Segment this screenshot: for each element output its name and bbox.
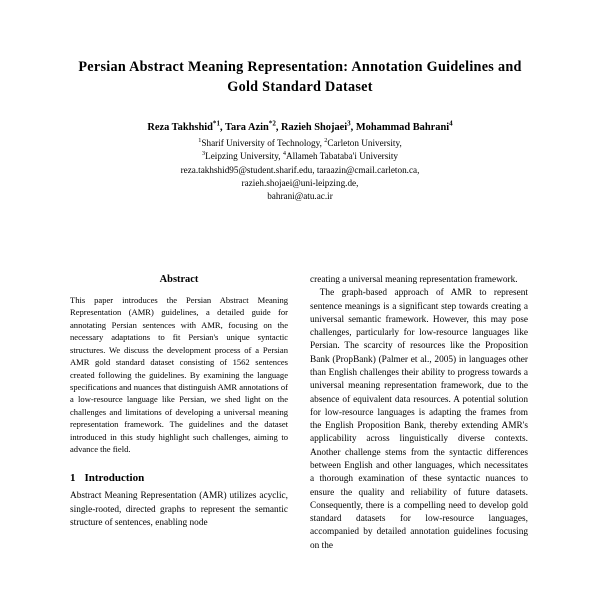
affiliation-index-3: 4 [282, 149, 286, 157]
section-title: Introduction [84, 472, 145, 485]
affiliation-name-1: Carleton University [327, 137, 400, 148]
author-name-2: Razieh Shojaei [281, 122, 348, 134]
introduction-paragraph-1: Abstract Meaning Representation (AMR) utilizes acyclic, single-rooted, directed graphs to represent the semantic structure of sentences, enabling node [70, 491, 288, 529]
right-column-paragraph-1: The graph-based approach of AMR to represent sentence meanings is a significant step towards creating a universal semantic framework. However, this may pose challenges, particularly for low-resource languages like Persian. The scarcity of resources like the Proposition Bank (PropBank) (Palmer et al., 2005) in languages other than English challenges their ability to progress towards a universal meaning representation framework, due to the absence of equivalent data resources. A potential solution for low-resource languages is adapting the frames from the English Proposition Bank, thereby extending AMR's applicability across linguistically diverse contexts. Another challenge stems from the syntactic differences between English and other languages, which necessitates a thorough examination of these syntactic nuances to ensure the quality and reliability of future datasets. Consequently, there is a compelling need to develop gold standard datasets for low-resource languages, accompanied by detailed annotation guidelines focusing on the [310, 288, 528, 551]
section-number: 1 [70, 472, 76, 485]
paper-header [0, 0, 600, 203]
email-line-3[interactable]: bahrani@atu.ac.ir [267, 191, 333, 202]
left-column [70, 274, 288, 553]
author-marks-1: *2 [268, 119, 276, 128]
author-marks-0: *1 [212, 119, 220, 128]
author-marks-3: 4 [449, 119, 453, 128]
author-sep-2: , [350, 122, 356, 134]
abstract-heading: Abstract [159, 274, 199, 285]
author-list [70, 120, 530, 136]
affiliation-name-3: Allameh Tabataba'i University [285, 150, 399, 161]
right-column [310, 274, 528, 553]
introduction-body [70, 490, 288, 530]
affiliation-index-2: 3 [201, 149, 206, 157]
two-column-body [0, 274, 600, 553]
affiliation-sep-1: , [399, 137, 402, 148]
author-sep-1: , [275, 122, 282, 134]
email-line-1[interactable]: reza.takhshid95@student.sharif.edu, taraazin@cmail.carleton.ca, [180, 165, 420, 176]
affiliation-index-0: 1 [198, 136, 202, 144]
affiliation-line-1 [70, 137, 530, 150]
email-list [70, 164, 530, 203]
author-marks-2: 3 [347, 119, 351, 128]
author-name-1: Tara Azin [224, 122, 269, 134]
section-heading-introduction [70, 472, 288, 484]
abstract-body [70, 294, 288, 455]
affiliation-list [70, 137, 530, 163]
author-sep-0: , [219, 122, 225, 134]
right-column-continuation: creating a universal meaning representation framework. [310, 275, 518, 285]
email-line-2[interactable]: razieh.shojaei@uni-leipzing.de, [241, 178, 359, 189]
affiliation-sep-2: , [278, 150, 283, 161]
affiliation-sep-0: , [319, 137, 325, 148]
affiliation-index-1: 2 [324, 136, 328, 144]
author-name-0: Reza Takhshid [147, 122, 213, 134]
abstract-text: This paper introduces the Persian Abstract Meaning Representation (AMR) guidelines, a detailed guide for annotating Persian sentences with AMR, focusing on the necessary adaptations to fit Persian's unique syntactic structures. We discuss the development process of a Persian AMR gold standard dataset consisting of 1562 sentences created following the guidelines. By examining the language specifications and nuances that distinguish AMR annotations of a low-resource language like Persian, we shed light on the challenges and limitations of developing a universal meaning representation framework. The guidelines and the dataset introduced in this study highlight such challenges, aiming to advance the field. [70, 295, 288, 455]
affiliation-name-2: Leipzing University [205, 150, 279, 161]
page-title: Persian Abstract Meaning Representation: Annotation Guidelines and Gold Standard Dataset [78, 59, 522, 96]
affiliation-line-2 [70, 150, 530, 163]
author-name-3: Mohammad Bahrani [355, 122, 450, 134]
affiliation-name-0: Sharif University of Technology [201, 137, 320, 148]
